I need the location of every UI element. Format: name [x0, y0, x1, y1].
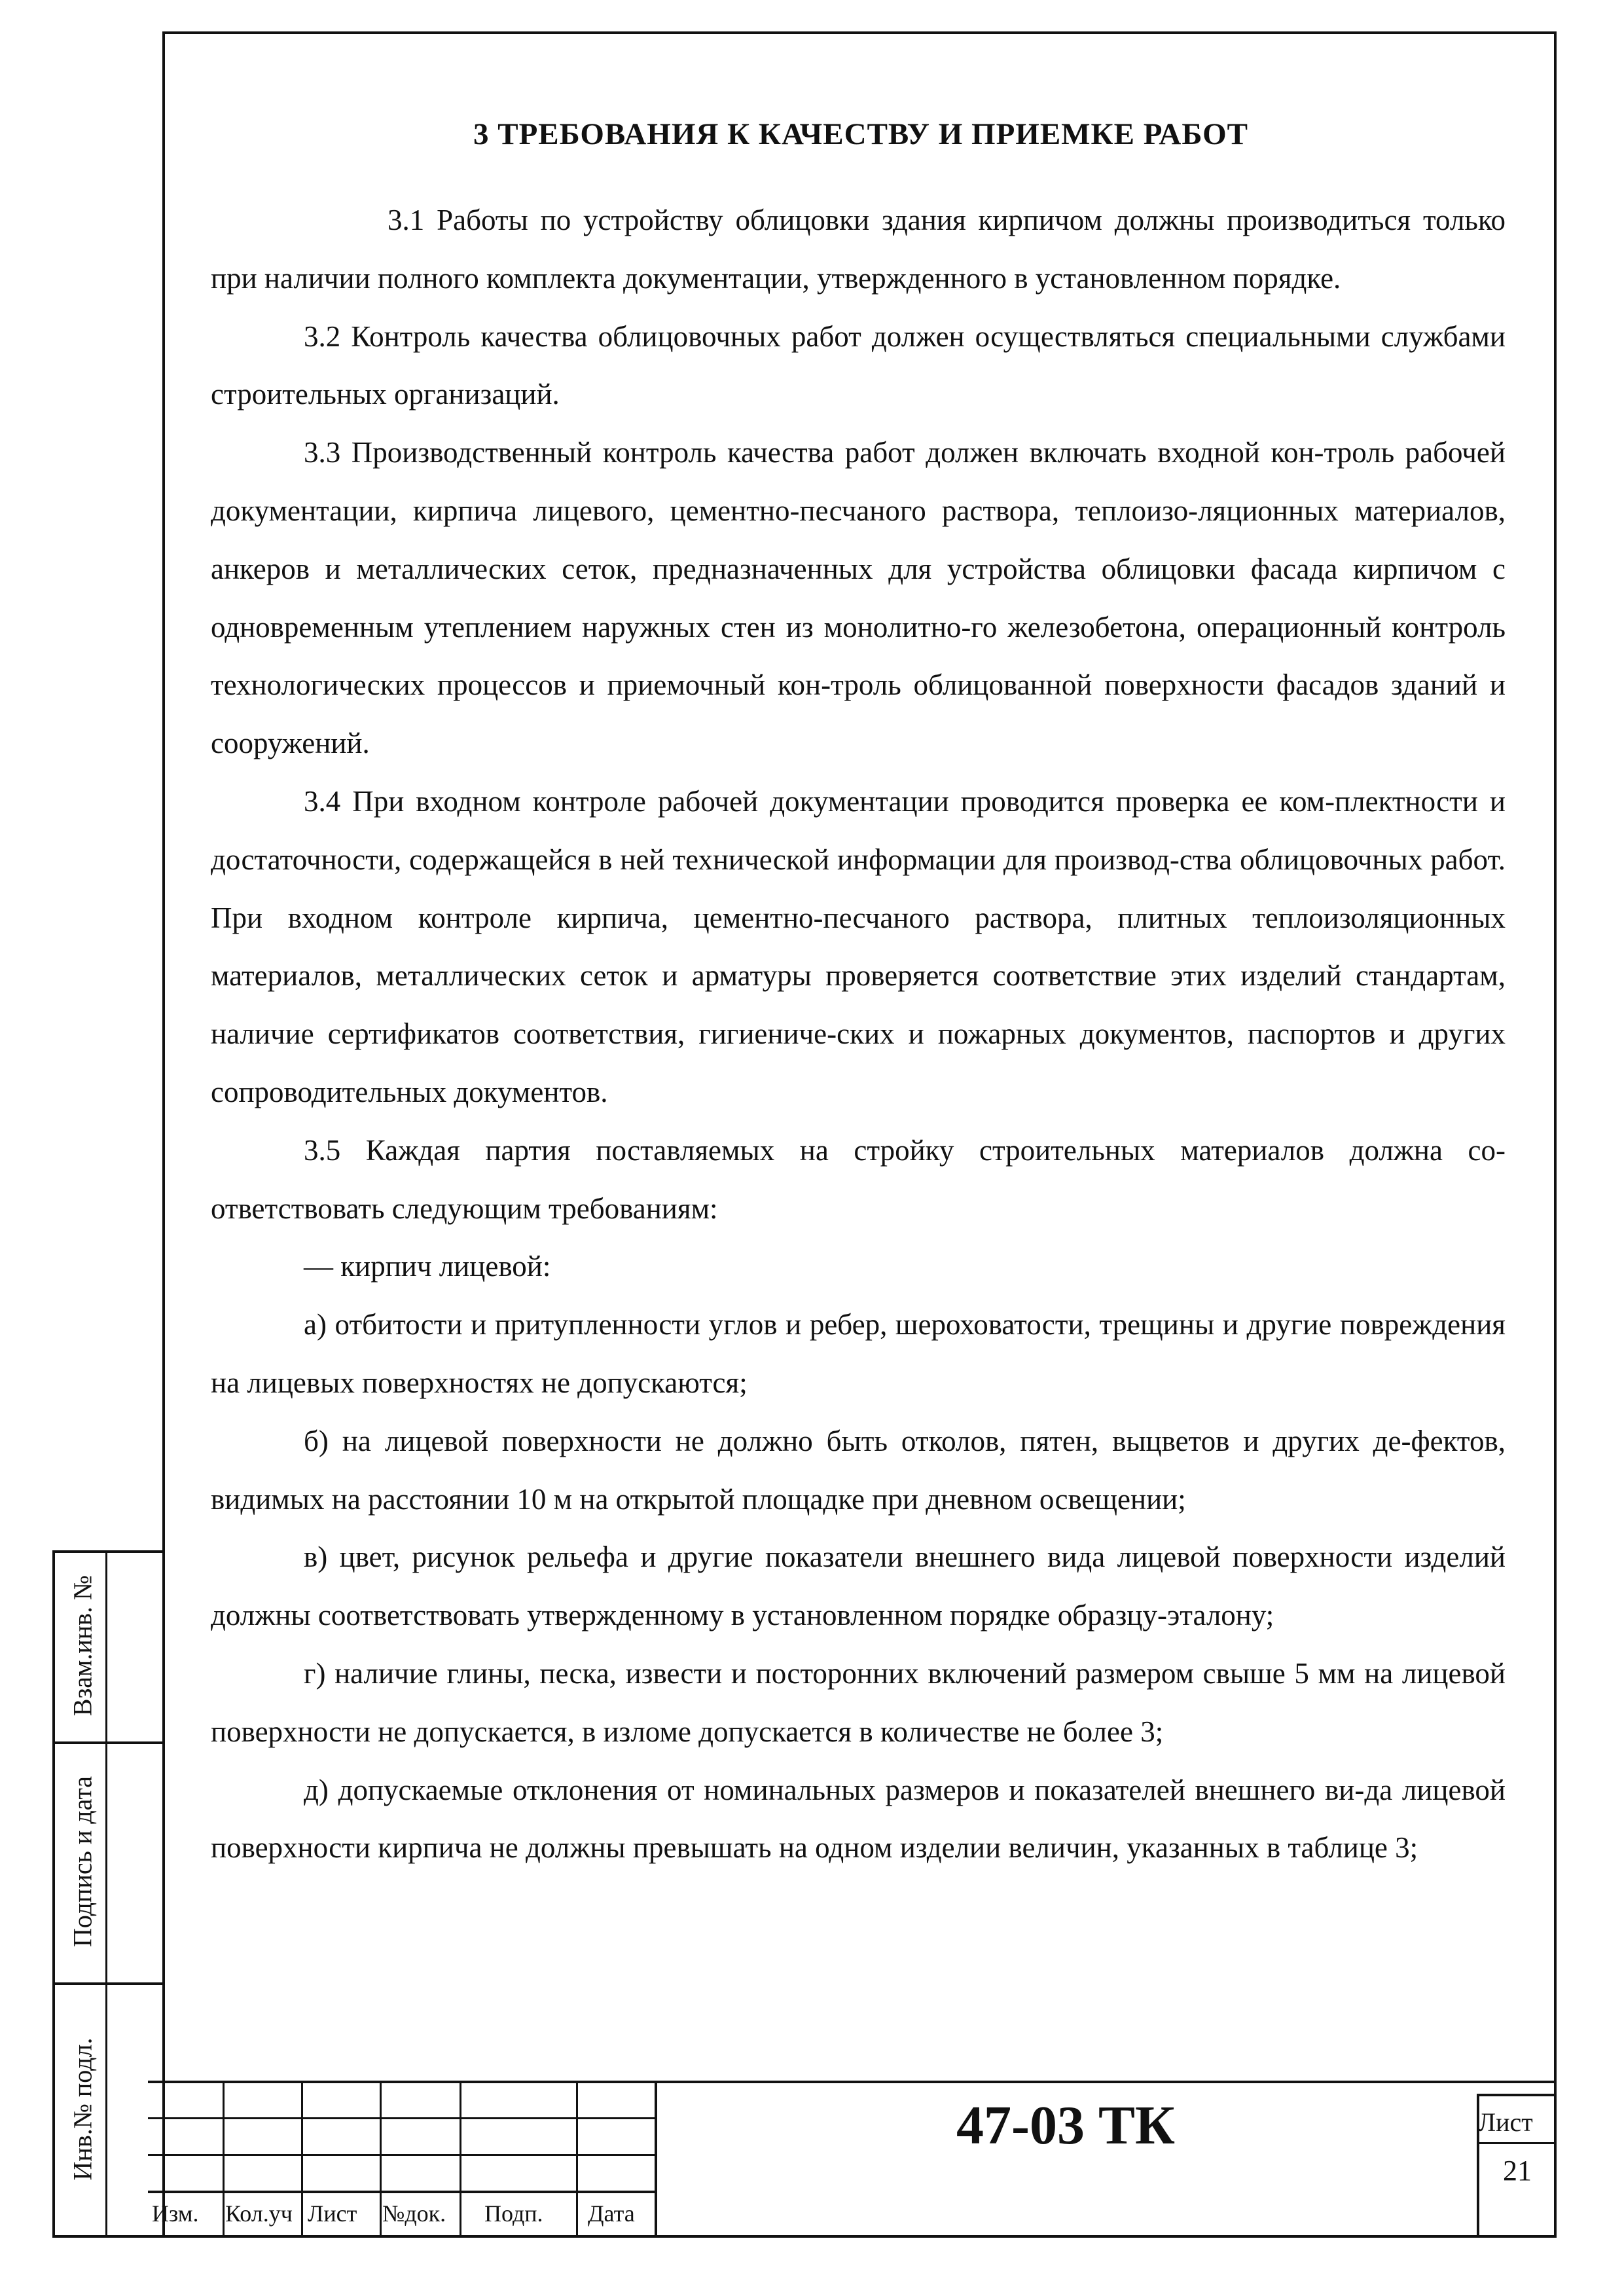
list-heading-brick: — кирпич лицевой:	[304, 1250, 551, 1283]
list-item-a: а) отбитости и притупленности углов и ребер, шероховатости, трещины и другие повреждения на лицевых поверхностях не допускаются;	[211, 1308, 1506, 1399]
paragraph-3-3: 3.3 Производственный контроль качества работ должен включать входной кон-троль рабочей документации, кирпича лицевого, цементно-песчаного раствора, теплоизо-ляционных материалов, анкеров и металлических сеток, предназначенных для устройства облицовки фасада кирпичом с одновременным утеплением наружных стен из монолитно-го железобетона, операционный контроль технологических процессов и приемочный кон-троль облицованной поверхности фасадов зданий и сооружений.	[211, 436, 1506, 760]
sheet-number: 21	[1503, 2155, 1532, 2187]
col-label-n-dok: №док.	[382, 2200, 446, 2227]
section-heading: 3 ТРЕБОВАНИЯ К КАЧЕСТВУ И ПРИЕМКЕ РАБОТ	[473, 117, 1249, 151]
title-block-col-line	[576, 2081, 578, 2238]
sheet-label: Лист	[1478, 2107, 1533, 2137]
body-text	[211, 191, 1506, 1877]
side-label-inv-podl: Инв.№ подл.	[67, 2037, 98, 2181]
list-item-v: в) цвет, рисунок рельефа и другие показатели внешнего вида лицевой поверхности изделий должны соответствовать утвержденному в установленном порядке образцу-эталону;	[211, 1540, 1506, 1632]
side-label-podpis-data: Подпись и дата	[67, 1776, 98, 1948]
paragraph-3-4: 3.4 При входном контроле рабочей документации проводится проверка ее ком-плектности и достаточности, содержащейся в ней технической информации для производ-ства облицовочных работ. При входном контроле кирпича, цементно-песчаного раствора, плитных теплоизоляционных материалов, металлических сеток и арматуры проверяется соответствие этих изделий стандартам, наличие сертификатов соответствия, гигиениче-ских и пожарных документов, паспортов и других сопроводительных документов.	[211, 784, 1506, 1108]
paragraph-3-5: 3.5 Каждая партия поставляемых на стройку строительных материалов должна со-ответствовать следующим требованиям:	[211, 1133, 1506, 1225]
list-item-d: д) допускаемые отклонения от номинальных размеров и показателей внешнего ви-да лицевой поверхности кирпича не должны превышать на одном изделии величин, указанных в таблице 3;	[211, 1773, 1506, 1865]
title-block-col-line	[380, 2081, 382, 2238]
col-label-izm: Изм.	[152, 2200, 199, 2227]
side-stamp-divider	[52, 1982, 162, 1985]
sheet-box-top	[1477, 2094, 1557, 2096]
col-label-list: Лист	[308, 2200, 357, 2227]
title-block-col-line	[223, 2081, 225, 2238]
document-code: 47-03 ТК	[956, 2095, 1175, 2156]
list-item-b: б) на лицевой поверхности не должно быть отколов, пятен, выцветов и других де-фектов, видимых на расстоянии 10 м на открытой площадке при дневном освещении;	[211, 1424, 1506, 1516]
sheet-box-divider	[1477, 2142, 1557, 2144]
col-label-kol-uch: Кол.уч	[225, 2200, 293, 2227]
col-label-data: Дата	[588, 2200, 635, 2227]
side-label-vzam-inv: Взам.инв. №	[67, 1575, 98, 1717]
title-block-col-line	[301, 2081, 303, 2238]
paragraph-3-2: 3.2 Контроль качества облицовочных работ должен осуществляться специальными службами строительных организаций.	[211, 319, 1506, 411]
paragraph-3-1: 3.1 Работы по устройству облицовки здания кирпичом должны производиться только при наличии полного комплекта документации, утвержденного в установленном порядке.	[211, 204, 1506, 295]
col-label-podp: Подп.	[484, 2200, 543, 2227]
list-item-g: г) наличие глины, песка, извести и посторонних включений размером свыше 5 мм на лицевой поверхности не допускается, в изломе допускается в количестве не более 3;	[211, 1656, 1506, 1748]
title-block-col-line	[460, 2081, 461, 2238]
title-block-top-border	[148, 2081, 1557, 2083]
